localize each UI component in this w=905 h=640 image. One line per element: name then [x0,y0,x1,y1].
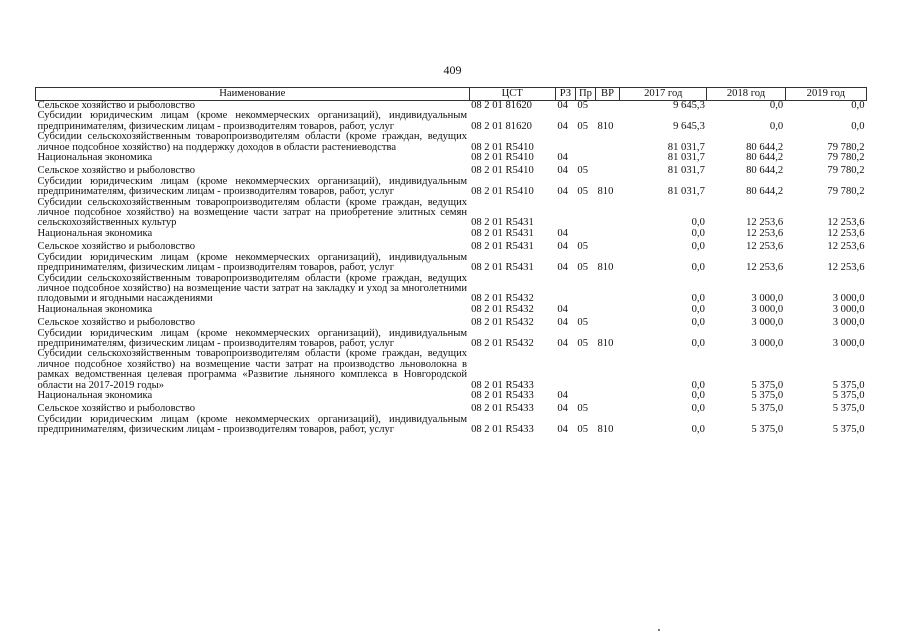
cell-2018: 12 253,6 [746,227,784,239]
cell-2018: 5 375,0 [751,389,784,401]
cell-2019: 79 780,2 [827,186,865,198]
page-number: 409 [443,63,462,77]
table-row [36,177,867,198]
cell-name: Субсидии юридическим лицам (кроме некоммерческих организаций), индивидуальным предпринимателям, физическим лицам - производителям товаров, работ, услуг [37,175,468,198]
table-row [36,315,867,328]
cell-cst: 08 2 01 R5433 [471,424,534,436]
cell-2017: 0,0 [691,293,705,305]
cell-name: Сельское хозяйство и рыболовство [37,165,196,177]
cell-2017: 0,0 [691,317,705,329]
table-row [36,229,867,239]
table-row [36,253,867,274]
cell-pr [575,349,595,391]
table-row [36,274,867,305]
cell-2017: 0,0 [691,337,705,349]
cell-name: Субсидии юридическим лицам (кроме некоммерческих организаций), индивидуальным предпринимателям, физическим лицам - производителям товаров, работ, услуг [37,251,468,274]
cell-rz: 04 [557,262,568,274]
cell-rz: 04 [557,165,568,177]
cell-cst: 08 2 01 R5432 [471,337,534,349]
cell-vr: 810 [597,262,614,274]
cell-cst: 08 2 01 R5410 [471,186,534,198]
cell-2017: 0,0 [691,379,705,391]
cell-2019: 3 000,0 [832,293,865,305]
cell-pr [575,153,595,163]
cell-name: Сельское хозяйство и рыболовство [37,100,196,111]
cell-vr: 810 [597,424,614,436]
cell-name: Субсидии сельскохозяйственным товаропроизводителям области (кроме граждан, ведущих личное подсобное хозяйство) на поддержку доходов в области растениеводства [37,131,468,153]
cell-2019: 5 375,0 [832,379,865,391]
cell-vr [595,401,619,414]
cell-name: Сельское хозяйство и рыболовство [37,317,196,329]
cell-cst: 08 2 01 81620 [471,100,532,111]
cell-2018: 5 375,0 [751,424,784,436]
header-vr: ВР [595,88,619,101]
cell-2019: 12 253,6 [827,227,865,239]
table-row [36,391,867,401]
budget-table [35,87,867,436]
table-row [36,198,867,229]
cell-vr [595,132,619,153]
cell-cst: 08 2 01 R5431 [471,217,534,229]
cell-2018: 5 375,0 [751,379,784,391]
cell-2017: 0,0 [691,303,705,315]
cell-2018: 12 253,6 [746,217,784,229]
cell-2017: 81 031,7 [667,141,705,153]
cell-rz: 04 [557,424,568,436]
header-2017: 2017 год [620,88,707,101]
cell-2017: 81 031,7 [667,186,705,198]
cell-rz: 04 [557,403,568,415]
cell-2018: 80 644,2 [746,141,784,153]
cell-2018: 5 375,0 [751,403,784,415]
cell-name: Национальная экономика [37,389,153,401]
scan-speck [658,629,660,631]
cell-rz [555,198,575,229]
cell-cst: 08 2 01 R5432 [471,293,534,305]
cell-rz: 04 [557,120,568,132]
cell-name: Сельское хозяйство и рыболовство [37,241,196,253]
table-row [36,163,867,176]
cell-vr [595,101,619,112]
table-row [36,132,867,153]
cell-cst: 08 2 01 R5410 [471,141,534,153]
cell-2019: 0,0 [851,120,865,132]
cell-cst: 08 2 01 R5433 [471,379,534,391]
cell-2019: 5 375,0 [832,403,865,415]
cell-pr [575,391,595,401]
cell-cst: 08 2 01 81620 [471,120,532,132]
cell-vr [595,229,619,239]
cell-2019: 3 000,0 [832,303,865,315]
table-row [36,239,867,252]
cell-vr [595,153,619,163]
cell-2019: 79 780,2 [827,165,865,177]
cell-pr: 05 [577,424,589,436]
cell-vr [595,315,619,328]
cell-2018: 3 000,0 [751,317,784,329]
cell-2018: 0,0 [769,100,784,111]
header-cst: ЦСТ [469,88,555,101]
cell-vr: 810 [597,120,614,132]
cell-pr: 05 [577,120,589,132]
cell-vr [595,163,619,176]
cell-2019: 79 780,2 [827,141,865,153]
cell-vr [595,391,619,401]
cell-2019: 5 375,0 [832,424,865,436]
cell-pr: 05 [577,317,589,329]
cell-2018: 80 644,2 [746,165,784,177]
cell-cst: 08 2 01 R5432 [471,317,534,329]
table-row [36,415,867,436]
cell-pr [575,229,595,239]
cell-2018: 80 644,2 [746,186,784,198]
cell-name: Субсидии сельскохозяйственным товаропроизводителям области (кроме граждан, ведущих личное подсобное хозяйство) на возмещение части затрат на производство льноволокна в рамках ведомственная целевая программа «Развитие льняного комплекса в Новгородской области на 2017-2019 годы» [37,348,468,391]
cell-rz: 04 [557,337,568,349]
cell-pr [575,305,595,315]
cell-2017: 0,0 [691,217,705,229]
cell-2017: 9 645,3 [673,100,705,111]
cell-pr: 05 [577,403,589,415]
cell-name: Субсидии юридическим лицам (кроме некоммерческих организаций), индивидуальным предпринимателям, физическим лицам - производителям товаров, работ, услуг [37,413,468,436]
cell-2017: 0,0 [691,424,705,436]
header-name: Наименование [36,88,470,101]
cell-2017: 0,0 [691,389,705,401]
cell-rz: 04 [557,317,568,329]
cell-2018: 3 000,0 [751,293,784,305]
cell-rz: 04 [557,389,568,401]
cell-2017: 0,0 [691,227,705,239]
cell-cst: 08 2 01 R5431 [471,262,534,274]
cell-rz: 04 [557,227,568,239]
cell-2019: 12 253,6 [827,241,865,253]
cell-2017: 9 645,3 [673,120,705,132]
table-row [36,349,867,391]
cell-rz [555,349,575,391]
cell-2017: 0,0 [691,262,705,274]
cell-2019: 5 375,0 [832,389,865,401]
cell-cst: 08 2 01 R5431 [471,241,534,253]
cell-cst: 08 2 01 R5410 [471,165,534,177]
cell-rz: 04 [557,186,568,198]
cell-2018: 12 253,6 [746,262,784,274]
cell-name: Субсидии юридическим лицам (кроме некоммерческих организаций), индивидуальным предпринимателям, физическим лицам - производителям товаров, работ, услуг [37,327,468,349]
cell-name: Субсидии сельскохозяйственным товаропроизводителям области (кроме граждан, ведущих личное подсобное хозяйство) на возмещение части затрат на приобретение элитных семян сельскохозяйственных культур [37,196,468,229]
cell-2019: 3 000,0 [832,317,865,329]
cell-cst: 08 2 01 R5431 [471,227,534,239]
cell-cst: 08 2 01 R5432 [471,303,534,315]
cell-pr: 05 [577,186,589,198]
cell-vr [595,305,619,315]
cell-name: Национальная экономика [37,152,153,164]
cell-vr [595,239,619,252]
cell-pr: 05 [577,165,589,177]
header-pr: Пр [575,88,595,101]
header-rz: РЗ [555,88,575,101]
cell-2017: 81 031,7 [667,152,705,164]
table-row [36,153,867,163]
cell-name: Национальная экономика [37,303,153,315]
header-2019: 2019 год [785,88,866,101]
cell-vr: 810 [597,186,614,198]
cell-rz: 04 [557,241,568,253]
cell-2018: 3 000,0 [751,303,784,315]
cell-pr: 05 [577,241,589,253]
cell-rz: 04 [557,100,568,111]
cell-rz [555,274,575,305]
cell-pr [575,132,595,153]
cell-name: Сельское хозяйство и рыболовство [37,403,196,415]
cell-rz: 04 [557,152,568,164]
cell-2019: 0,0 [851,100,865,111]
cell-cst: 08 2 01 R5433 [471,389,534,401]
cell-cst: 08 2 01 R5410 [471,152,534,164]
cell-2018: 3 000,0 [751,337,784,349]
cell-cst: 08 2 01 R5433 [471,403,534,415]
cell-2017: 81 031,7 [667,165,705,177]
table-header-row [36,88,867,101]
cell-vr [595,349,619,391]
table-row [36,401,867,414]
cell-pr: 05 [577,337,589,349]
cell-vr: 810 [597,337,614,349]
table-row [36,329,867,350]
cell-2017: 0,0 [691,241,705,253]
cell-rz [555,132,575,153]
cell-2019: 3 000,0 [832,337,865,349]
cell-vr [595,198,619,229]
header-2018: 2018 год [707,88,785,101]
cell-2019: 79 780,2 [827,152,865,164]
cell-2018: 0,0 [769,120,784,132]
cell-rz: 04 [557,303,568,315]
cell-name: Национальная экономика [37,227,153,239]
cell-2018: 12 253,6 [746,241,784,253]
cell-pr: 05 [577,100,589,111]
cell-2017: 0,0 [691,403,705,415]
table-row [36,305,867,315]
cell-pr: 05 [577,262,589,274]
cell-vr [595,274,619,305]
cell-name: Субсидии юридическим лицам (кроме некоммерческих организаций), индивидуальным предпринимателям, физическим лицам - производителям товаров, работ, услуг [37,110,468,132]
cell-2018: 80 644,2 [746,152,784,164]
cell-pr [575,198,595,229]
cell-2019: 12 253,6 [827,262,865,274]
table-row [36,111,867,132]
cell-name: Субсидии сельскохозяйственным товаропроизводителям области (кроме граждан, ведущих личное подсобное хозяйство) на возмещение части затрат на закладку и уход за многолетними плодовыми и ягодными насаждениями [37,272,468,305]
cell-pr [575,274,595,305]
cell-2019: 12 253,6 [827,217,865,229]
